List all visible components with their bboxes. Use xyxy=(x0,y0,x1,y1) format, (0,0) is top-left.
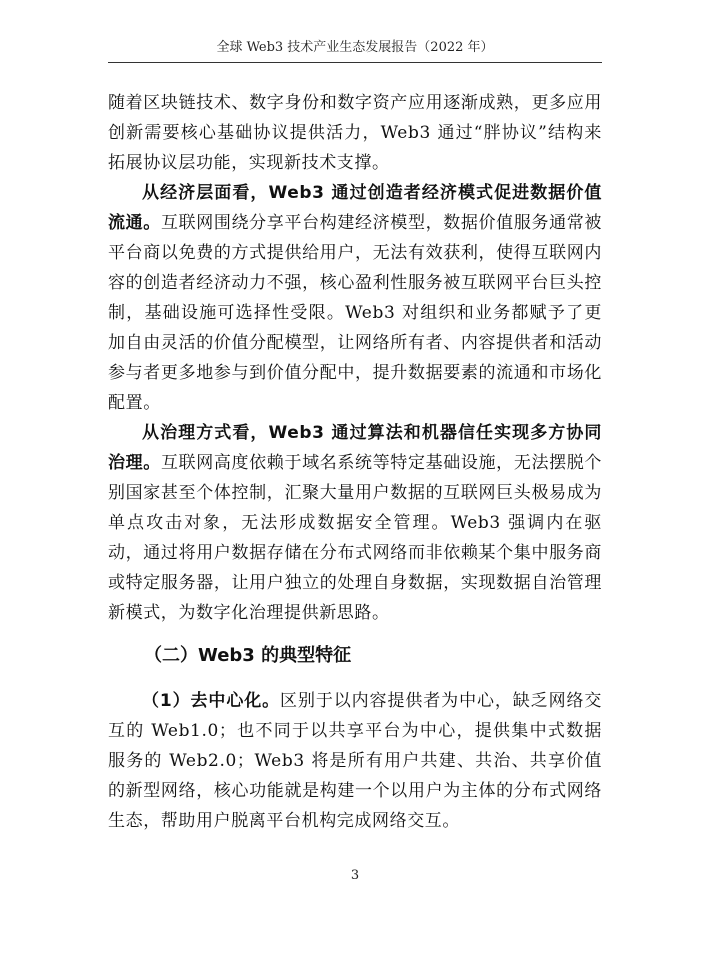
paragraph-governance-lead: 从治理方式看，Web3 通过算法和机器信任实现多方协同治理。 xyxy=(108,423,602,473)
paragraph-economy xyxy=(108,178,602,418)
page-number: 3 xyxy=(350,868,360,883)
paragraph-decentralization-text: 区别于以内容提供者为中心，缺乏网络交互的 Web1.0；也不同于以共享平台为中心，提供集中式数据服务的 Web2.0；Web3 将是所有用户共建、共治、共享价值的新型网络，核心功能就是构建一个以用户为主体的分布式网络生态，帮助用户脱离平台机构完成网络交互。 xyxy=(108,691,602,831)
paragraph-intro xyxy=(108,88,602,178)
paragraph-governance xyxy=(108,418,602,628)
paragraph-decentralization xyxy=(108,686,602,836)
paragraph-economy-lead: 从经济层面看，Web3 通过创造者经济模式促进数据价值流通。 xyxy=(108,183,602,233)
paragraph-intro-text: 随着区块链技术、数字身份和数字资产应用逐渐成熟，更多应用创新需要核心基础协议提供活力，Web3 通过“胖协议”结构来拓展协议层功能，实现新技术支撑。 xyxy=(108,93,602,173)
running-header: 全球 Web3 技术产业生态发展报告（2022 年） xyxy=(216,40,494,55)
paragraph-economy-text: 互联网围绕分享平台构建经济模型，数据价值服务通常被平台商以免费的方式提供给用户，无法有效获利，使得互联网内容的创造者经济动力不强，核心盈利性服务被互联网平台巨头控制，基础设施可选择性受限。Web3 对组织和业务都赋予了更加自由灵活的价值分配模型，让网络所有者、内容提供者和活动参与者更多地参与到价值分配中，提升数据要素的流通和市场化配置。 xyxy=(108,213,602,413)
paragraph-decentralization-lead: （1）去中心化。 xyxy=(142,691,281,711)
page-body xyxy=(108,88,602,836)
paragraph-governance-text: 互联网高度依赖于域名系统等特定基础设施，无法摆脱个别国家甚至个体控制，汇聚大量用户数据的互联网巨头极易成为单点攻击对象，无法形成数据安全管理。Web3 强调内在驱动，通过将用户数据存储在分布式网络而非依赖某个集中服务商或特定服务器，让用户独立的处理自身数据，实现数据自治管理新模式，为数字化治理提供新思路。 xyxy=(108,453,602,623)
section-heading: （二）Web3 的典型特征 xyxy=(144,645,352,666)
header-rule xyxy=(108,62,602,63)
